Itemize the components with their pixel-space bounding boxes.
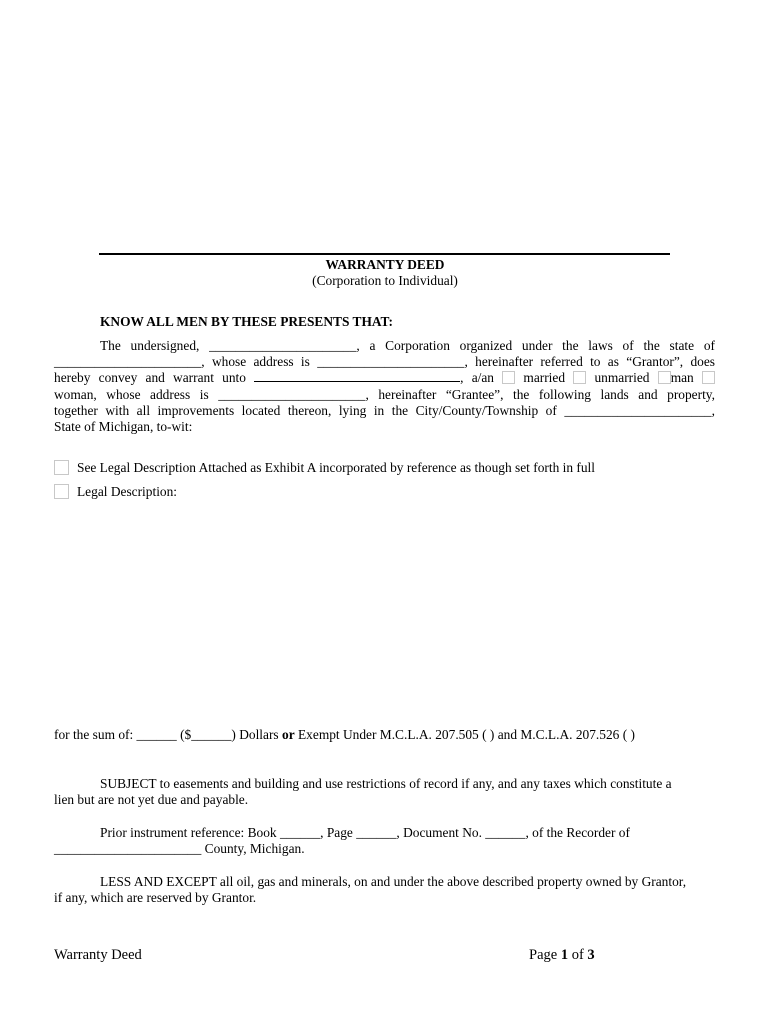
grantor-address-blank[interactable]: ______________________ — [317, 354, 465, 369]
subject-paragraph: SUBJECT to easements and building and use restrictions of record if any, and any taxes which constitute a lien but are not yet due and payable. — [54, 776, 672, 807]
intro-line-2: ______________________, whose address is ______________________, hereinafter referred to as “Grantor”, does — [54, 354, 715, 369]
intro-line-3: hereby convey and warrant unto , a/an married unmarried man — [54, 370, 715, 386]
know-all-men-heading: KNOW ALL MEN BY THESE PRESENTS THAT: — [100, 314, 393, 329]
corporation-name-blank[interactable]: ______________________ — [209, 338, 357, 353]
legal-description-label: Legal Description: — [77, 484, 178, 499]
grantee-address-blank[interactable]: ______________________ — [218, 387, 366, 402]
woman-checkbox[interactable] — [702, 371, 715, 384]
footer-page-number: Page 1 of 3 — [529, 947, 595, 963]
prior-instrument-paragraph: Prior instrument reference: Book ______, Page ______, Document No. ______, of the Recorder of ______________________ County, Michigan. — [54, 825, 630, 856]
less-and-except-paragraph: LESS AND EXCEPT all oil, gas and minerals, on and under the above described property owned by Grantor, if any, which are reserved by Grantor. — [54, 874, 687, 905]
married-checkbox[interactable] — [502, 371, 515, 384]
intro-line-1: The undersigned, ______________________, a Corporation organized under the laws of the state of — [100, 338, 715, 353]
footer-document-name: Warranty Deed — [54, 947, 142, 963]
intro-line-5: together with all improvements located thereon, lying in the City/County/Township of ______________________, — [54, 403, 715, 418]
exhibit-a-label: See Legal Description Attached as Exhibit A incorporated by reference as though set forth in full — [77, 460, 595, 475]
unmarried-checkbox[interactable] — [573, 371, 586, 384]
man-checkbox[interactable] — [658, 371, 671, 384]
document-title: WARRANTY DEED — [325, 257, 445, 272]
intro-line-6: State of Michigan, to-wit: — [54, 419, 193, 434]
city-county-blank[interactable]: ______________________ — [564, 403, 712, 418]
exhibit-a-checkbox[interactable] — [54, 460, 69, 475]
header-rule — [99, 253, 670, 255]
state-blank[interactable]: ______________________ — [54, 354, 202, 369]
consideration-line: for the sum of: ______ ($______) Dollars or Exempt Under M.C.L.A. 207.505 ( ) and M.C.L.A. 207.526 ( ) — [54, 727, 635, 742]
legal-description-checkbox[interactable] — [54, 484, 69, 499]
intro-line-4: woman, whose address is ______________________, hereinafter “Grantee”, the following lands and property, — [54, 387, 715, 402]
grantee-name-field[interactable] — [254, 370, 460, 382]
document-subtitle: (Corporation to Individual) — [312, 273, 458, 288]
